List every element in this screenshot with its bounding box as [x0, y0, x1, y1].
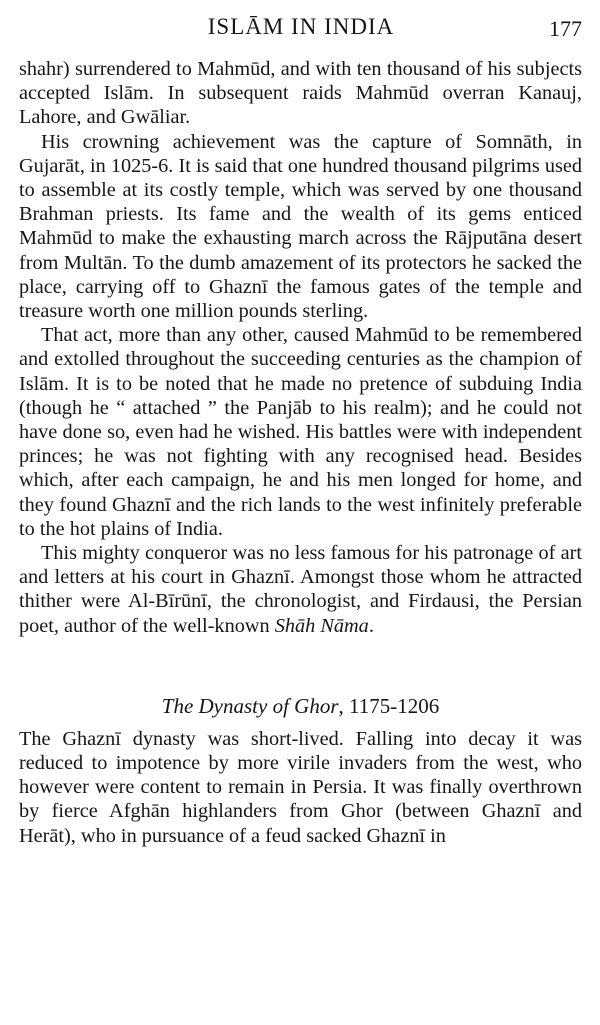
work-title: Shāh Nāma — [274, 614, 369, 637]
section-dates: , 1175-1206 — [338, 693, 440, 718]
patronage-text: This mighty conqueror was no less famous for his patronage of art and letters at his court in Ghaznī. Amongst those whom he attracted thither were Al-Bīrūnī, the chronologist, and Firdausi, the Persian poet, author of the well-known — [19, 542, 582, 637]
paragraph-continued: shahr) surrendered to Mahmūd, and with ten thousand of his subjects accepted Islām. In subsequent raids Mahmūd overran Kanauj, Lahore, and Gwāliar. — [19, 58, 582, 129]
page-body — [19, 57, 582, 848]
patronage-end: . — [368, 614, 374, 637]
paragraph-ghazni-dynasty: The Ghaznī dynasty was short-lived. Falling into decay it was reduced to impotence by more virile invaders from the west, who however were content to remain in Persia. It was finally overthrown by fierce Afghān highlanders from Ghor (between Ghaznī and Herāt), who in pursuance of a feud sacked Ghaznī in — [19, 727, 582, 847]
section-title: The Dynasty of Ghor — [161, 693, 339, 718]
paragraph-somnath: His crowning achievement was the capture of Somnāth, in Gujarāt, in 1025-6. It is said that one hundred thousand pilgrims used to assemble at its costly temple, which was served by one thousand Brahman priests. Its fame and the wealth of its gems enticed Mahmūd to make the exhausting march across the Rājputāna desert from Multān. To the dumb amazement of its protectors he sacked the place, carrying off to Ghaznī the famous gates of the temple and treasure worth one million pounds sterling. — [19, 130, 582, 323]
running-head — [20, 12, 582, 44]
paragraph-champion-of-islam: That act, more than any other, caused Mahmūd to be remembered and extolled throughout the succeeding centuries as the champion of Islām. It is to be noted that he made no pretence of subduing India (though he “ attached ” the Panjāb to his realm); and he could not have done so, even had he wished. His battles were with independent princes; he was not fighting with any recognised head. Besides which, after each campaign, he and his men longed for home, and they found Ghaznī and the rich lands to the west infinitely preferable to the hot plains of India. — [19, 324, 582, 540]
paragraph-patronage — [19, 541, 582, 638]
page-number: 177 — [549, 16, 582, 41]
section-heading — [19, 693, 582, 719]
running-title: ISLĀM IN INDIA — [207, 14, 395, 39]
